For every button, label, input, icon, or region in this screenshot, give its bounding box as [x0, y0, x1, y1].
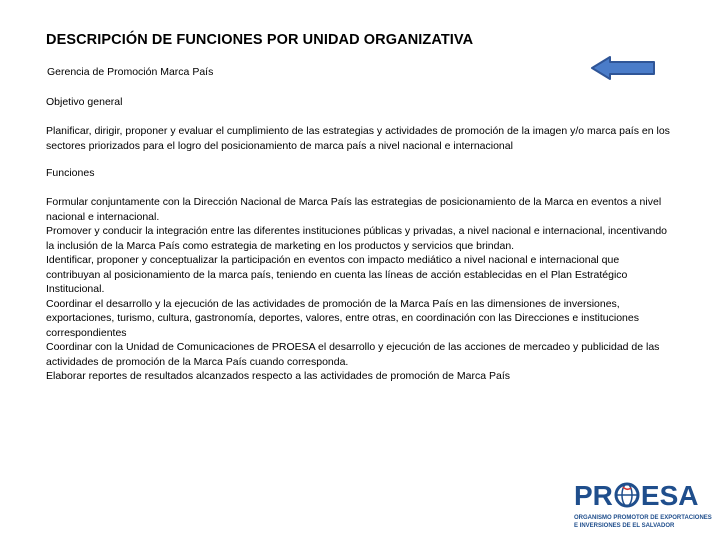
page-title: DESCRIPCIÓN DE FUNCIONES POR UNIDAD ORGANIZATIVA	[46, 32, 474, 48]
function-item: Elaborar reportes de resultados alcanzados respecto a las actividades de promoción de Marca País	[46, 370, 511, 382]
left-arrow-icon[interactable]	[590, 55, 656, 81]
function-item: Formular conjuntamente con la Dirección Nacional de Marca País las estrategias de posicionamiento de la Marca en eventos a nivel nacional e internacional.	[46, 196, 662, 223]
logo-wordmark: PR ESA	[574, 480, 699, 511]
objective-text: Planificar, dirigir, proponer y evaluar el cumplimiento de las estrategias y actividades de promoción de la imagen y/o marca país en los sectores priorizados para el logro del posicionamiento de marca país a nivel nacional e internacional	[46, 125, 670, 152]
function-item: Identificar, proponer y conceptualizar la participación en eventos con impacto mediático a nivel nacional e internacional que contribuyan al posicionamiento de la marca país, teniendo en cuenta las líneas de acción establecidas en el Plan Estratégico Institucional.	[46, 254, 628, 295]
objective-label: Objetivo general	[46, 96, 123, 108]
unit-name: Gerencia de Promoción Marca País	[47, 66, 214, 78]
function-item: Promover y conducir la integración entre las diferentes instituciones públicas y privadas, a nivel nacional e internacional, incentivando la inclusión de la Marca País como estrategia de marketing en los productos y servicios que brindan.	[46, 225, 668, 252]
proesa-logo	[572, 480, 712, 536]
globe-icon	[614, 482, 640, 508]
functions-list	[46, 195, 676, 384]
function-item: Coordinar con la Unidad de Comunicaciones de PROESA el desarrollo y ejecución de las acciones de mercadeo y publicidad de las actividades de promoción de la Marca País cuando corresponda.	[46, 341, 660, 368]
logo-tagline: ORGANISMO PROMOTOR DE EXPORTACIONES E INVERSIONES DE EL SALVADOR	[574, 515, 712, 529]
function-item: Coordinar el desarrollo y la ejecución de las actividades de promoción de la Marca País en las dimensiones de inversiones, exportaciones, turismo, cultura, gastronomía, deportes, valores, entre otras, en coordinación con las Direcciones e instituciones correspondientes	[46, 297, 639, 339]
functions-label: Funciones	[46, 167, 95, 179]
